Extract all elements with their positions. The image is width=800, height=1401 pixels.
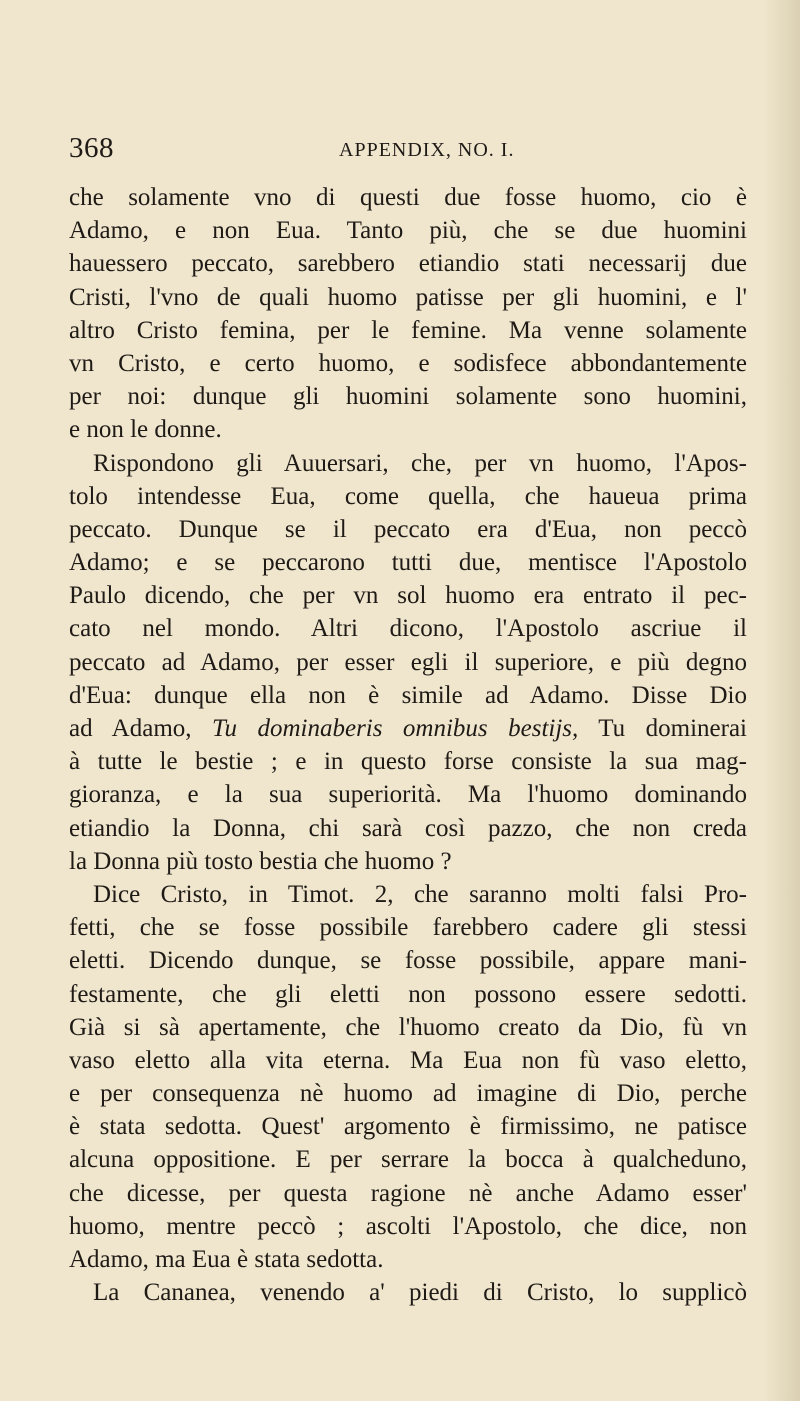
page-edge-shadow (764, 0, 800, 1401)
text-line: Adamo, ma Eua è stata sedotta. (69, 1246, 384, 1273)
text-line: cato nel mondo. Altri dicono, l'Apostolo ascriue il (69, 615, 747, 643)
text-line: per noi: dunque gli huomini solamente sono huomini, (69, 383, 747, 411)
text-line: peccato. Dunque se il peccato era d'Eua, non peccò (69, 515, 747, 543)
text-line: d'Eua: dunque ella non è simile ad Adamo. Disse Dio (69, 681, 747, 709)
page-header (0, 134, 800, 170)
text-segment: Tu dominerai (578, 715, 747, 742)
text-line: è stata sedotta. Quest' argomento è firmissimo, ne patisce (69, 1113, 747, 1141)
text-line: che solamente vno di questi due fosse huomo, cio è (69, 184, 747, 211)
text-line: Già si sà apertamente, che l'huomo creato da Dio, fù vn (69, 1013, 747, 1041)
text-line (69, 712, 747, 745)
text-line: Adamo, e non Eua. Tanto più, che se due huomini (69, 217, 747, 245)
text-line: e non le donne. (69, 416, 222, 444)
text-line: la Donna più tosto bestia che huomo ? (69, 847, 452, 875)
text-line: vaso eletto alla vita eterna. Ma Eua non fù vaso eletto, (69, 1046, 747, 1074)
text-line: Dice Cristo, in Timot. 2, che saranno molti falsi Pro- (93, 880, 747, 908)
text-line: fetti, che se fosse possibile farebbero cadere gli stessi (69, 914, 747, 942)
text-line: festamente, che gli eletti non possono essere sedotti. (69, 980, 747, 1008)
text-line: etiandio la Donna, chi sarà così pazzo, che non creda (69, 814, 747, 842)
text-line: Adamo; e se peccarono tutti due, mentisce l'Apostolo (69, 549, 747, 577)
text-line: La Cananea, venendo a' piedi di Cristo, lo supplicò (93, 1279, 747, 1307)
text-segment: ad Adamo, (69, 715, 212, 742)
text-line: à tutte le bestie ; e in questo forse consiste la sua mag- (69, 748, 747, 776)
text-line: e per consequenza nè huomo ad imagine di Dio, perche (69, 1080, 747, 1108)
text-line: Paulo dicendo, che per vn sol huomo era entrato il pec- (69, 582, 747, 610)
text-line: huomo, mentre peccò ; ascolti l'Apostolo, che dice, non (69, 1212, 747, 1240)
text-line: che dicesse, per questa ragione nè anche Adamo esser' (69, 1179, 747, 1207)
page-number: 368 (69, 132, 114, 164)
latin-quotation: Tu dominaberis omnibus bestijs, (211, 715, 579, 742)
running-head: APPENDIX, NO. I. (339, 139, 515, 161)
text-line: gioranza, e la sua superiorità. Ma l'huomo dominando (69, 781, 747, 809)
text-line: vn Cristo, e certo huomo, e sodisfece abbondantemente (69, 349, 747, 377)
body-text (69, 181, 747, 1309)
text-line: peccato ad Adamo, per esser egli il superiore, e più degno (69, 648, 747, 676)
text-line: altro Cristo femina, per le femine. Ma venne solamente (69, 316, 747, 344)
text-line: eletti. Dicendo dunque, se fosse possibile, appare mani- (69, 947, 747, 975)
text-line: alcuna oppositione. E per serrare la bocca à qualcheduno, (69, 1146, 747, 1174)
text-line: Rispondono gli Auuersari, che, per vn huomo, l'Apos- (93, 449, 747, 477)
text-line: hauessero peccato, sarebbero etiandio stati necessarij due (69, 250, 747, 278)
text-line: tolo intendesse Eua, come quella, che haueua prima (69, 482, 747, 510)
text-line: Cristi, l'vno de quali huomo patisse per gli huomini, e l' (69, 283, 747, 311)
